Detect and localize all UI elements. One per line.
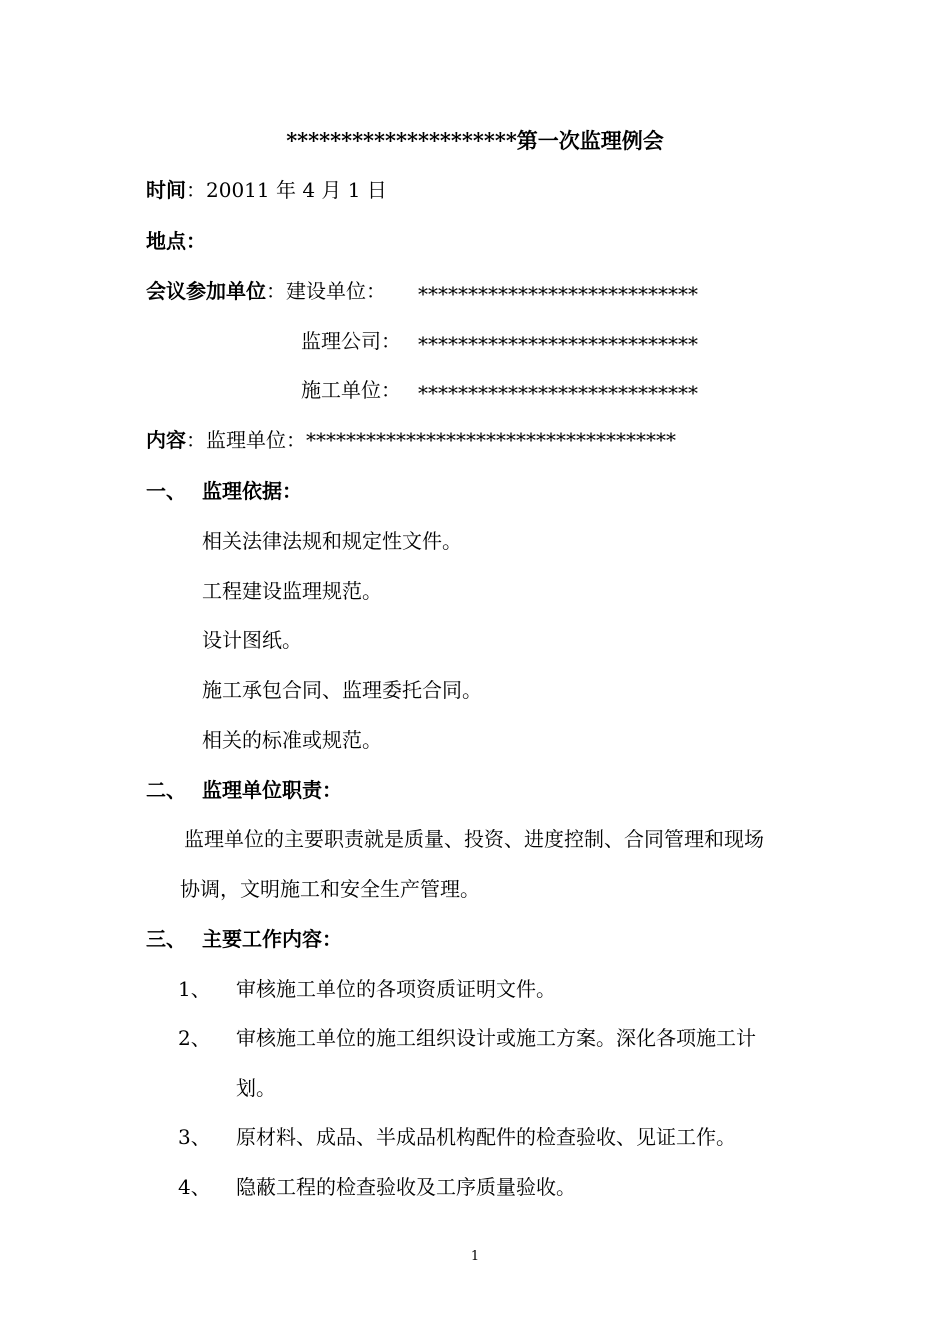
list-item: 施工承包合同、监理委托合同。 bbox=[202, 678, 482, 702]
page-number: 1 bbox=[470, 1249, 480, 1264]
list-item-number: 1、 bbox=[178, 977, 211, 1001]
list-item: 隐蔽工程的检查验收及工序质量验收。 bbox=[236, 1175, 576, 1199]
participant-value: **************************** bbox=[418, 332, 698, 356]
participant-label: 施工单位： bbox=[301, 378, 401, 402]
time-value: ：20011 年 4 月 1 日 bbox=[186, 178, 387, 202]
list-item: 相关法律法规和规定性文件。 bbox=[202, 529, 462, 553]
meeting-place-label: 地点： bbox=[146, 229, 206, 253]
section-heading: 监理单位职责： bbox=[202, 778, 342, 802]
participant-label: ：建设单位： bbox=[266, 279, 386, 303]
participant-label: 监理公司： bbox=[301, 329, 401, 353]
list-item: 原材料、成品、半成品机构配件的检查验收、见证工作。 bbox=[236, 1125, 736, 1149]
section-number: 二、 bbox=[146, 778, 186, 802]
list-item-number: 3、 bbox=[178, 1125, 211, 1149]
list-item: 相关的标准或规范。 bbox=[202, 728, 382, 752]
time-label: 时间 bbox=[146, 178, 186, 202]
participant-value: **************************** bbox=[418, 282, 698, 306]
meeting-time bbox=[146, 177, 387, 203]
list-item: 工程建设监理规范。 bbox=[202, 579, 382, 603]
paragraph-line: 监理单位的主要职责就是质量、投资、进度控制、合同管理和现场 bbox=[184, 827, 764, 851]
paragraph-line: 协调，文明施工和安全生产管理。 bbox=[180, 877, 480, 901]
list-item-number: 2、 bbox=[178, 1026, 211, 1050]
content-label: 内容 bbox=[146, 428, 186, 452]
content-value: ：监理单位：************************************* bbox=[186, 428, 676, 452]
list-item: 设计图纸。 bbox=[202, 628, 302, 652]
section-heading: 主要工作内容： bbox=[202, 927, 342, 951]
list-item: 审核施工单位的施工组织设计或施工方案。深化各项施工计 bbox=[236, 1026, 756, 1050]
participants-label: 会议参加单位 bbox=[146, 279, 266, 303]
list-item: 审核施工单位的各项资质证明文件。 bbox=[236, 977, 556, 1001]
section-number: 三、 bbox=[146, 927, 186, 951]
section-heading: 监理依据： bbox=[202, 479, 302, 503]
list-item-continuation: 划。 bbox=[236, 1076, 276, 1100]
list-item-number: 4、 bbox=[178, 1175, 211, 1199]
document-title: *********************第一次监理例会 bbox=[286, 128, 664, 153]
participant-value: **************************** bbox=[418, 381, 698, 405]
participants-row-1 bbox=[146, 278, 386, 304]
meeting-content bbox=[146, 427, 676, 453]
section-number: 一、 bbox=[146, 479, 186, 503]
